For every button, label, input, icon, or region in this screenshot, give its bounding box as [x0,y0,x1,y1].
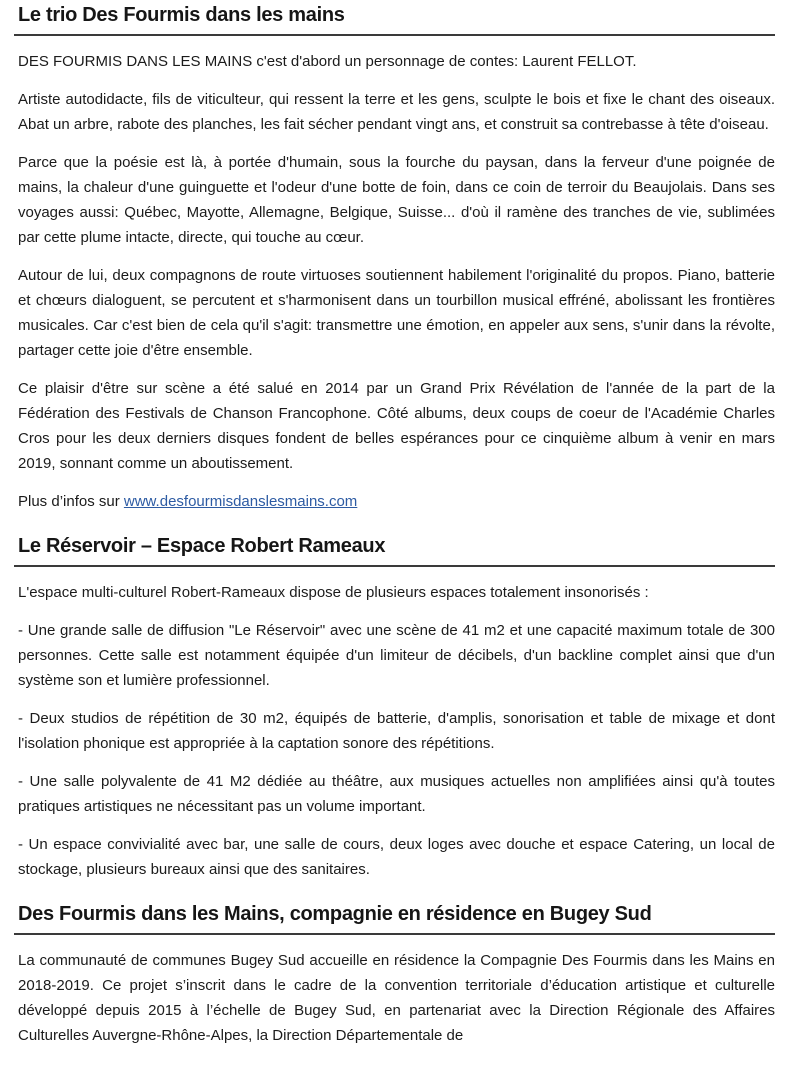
trio-paragraph-artiste: Artiste autodidacte, fils de viticulteur, qui ressent la terre et les gens, sculpte le bois et fixe le chant des oiseaux. Abat un arbre, rabote des planches, les fait sécher pendant vingt ans, et construit sa contrebasse à tête d'oiseau. [18,91,775,133]
reservoir-item-grande-salle: - Une grande salle de diffusion "Le Réservoir" avec une scène de 41 m2 et une capacité maximum totale de 300 personnes. Cette salle est notamment équipée d'un limiteur de décibels, d'un backline complet ainsi que d'un système son et lumière professionnel. [18,622,775,689]
trio-paragraph-prix: Ce plaisir d'être sur scène a été salué en 2014 par un Grand Prix Révélation de l'année de la part de la Fédération des Festivals de Chanson Francophone. Côté albums, deux coups de coeur de l'Académie Charles Cros pour les deux derniers disques fondent de belles espérances pour ce cinquième album à venir en mars 2019, sonnant comme un aboutissement. [18,380,775,472]
section-residence [14,902,775,1048]
trio-paragraph-compagnons: Autour de lui, deux compagnons de route virtuoses soutiennent habilement l'originalité du propos. Piano, batterie et chœurs dialoguent, se percutent et s'harmonisent dans un tourbillon musical effréné, abolissant les frontières musicales. Car c'est bien de cela qu'il s'agit: transmettre une émotion, en appeler aux sens, s'unir dans la révolte, partager cette joie d'être ensemble. [18,267,775,359]
section-reservoir-title: Le Réservoir – Espace Robert Rameaux [14,534,775,567]
more-info-line [14,489,775,514]
more-info-prefix: Plus d’infos sur [18,493,124,510]
reservoir-item-studios: - Deux studios de répétition de 30 m2, équipés de batterie, d'amplis, sonorisation et table de mixage et dont l'isolation phonique est appropriée à la captation sonore des répétitions. [18,710,775,752]
section-trio [14,3,775,514]
website-link[interactable]: www.desfourmisdanslesmains.com [123,493,358,510]
trio-paragraph-poesie: Parce que la poésie est là, à portée d'humain, sous la fourche du paysan, dans la ferveur d'une poignée de mains, la chaleur d'une guinguette et l'odeur d'une botte de foin, dans ce coin de terroir du Beaujolais. Dans ses voyages aussi: Québec, Mayotte, Allemagne, Belgique, Suisse... d'où il ramène des tranches de vie, sublimées par cette plume intacte, directe, qui touche au cœur. [18,154,775,246]
reservoir-intro: L'espace multi-culturel Robert-Rameaux dispose de plusieurs espaces totalement insonorisés : [18,584,649,601]
trio-paragraph-intro: DES FOURMIS DANS LES MAINS c'est d'abord un personnage de contes: Laurent FELLOT. [18,53,637,70]
reservoir-item-espace-convivialite: - Un espace convivialité avec bar, une salle de cours, deux loges avec douche et espace Catering, un local de stockage, plusieurs bureaux ainsi que des sanitaires. [18,836,775,878]
residence-paragraph: La communauté de communes Bugey Sud accueille en résidence la Compagnie Des Fourmis dans les Mains en 2018-2019. Ce projet s’inscrit dans le cadre de la convention territoriale d’éducation artistique et culturelle développé depuis 2015 à l’échelle de Bugey Sud, en partenariat avec la Direction Régionale des Affaires Culturelles Auvergne-Rhône-Alpes, la Direction Départementale de [18,952,775,1044]
section-residence-title: Des Fourmis dans les Mains, compagnie en résidence en Bugey Sud [14,902,775,935]
reservoir-item-salle-polyvalente: - Une salle polyvalente de 41 M2 dédiée au théâtre, aux musiques actuelles non amplifiées ainsi qu'à toutes pratiques artistiques ne nécessitant pas un volume important. [18,773,775,815]
section-trio-title: Le trio Des Fourmis dans les mains [14,3,775,36]
section-reservoir [14,534,775,882]
